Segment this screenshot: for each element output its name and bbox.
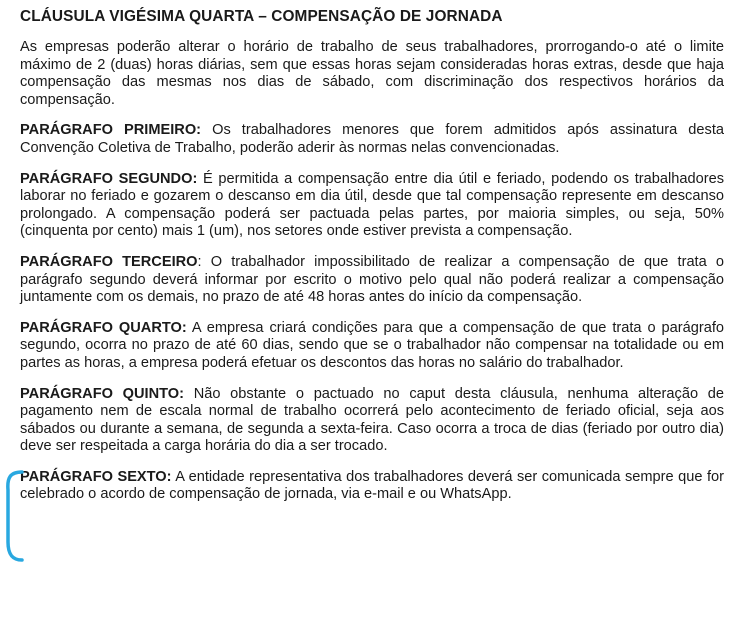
paragraph-terceiro (20, 254, 724, 307)
paragraph-text: Os trabalhadores menores que forem admitidos após assinatura desta Convenção Coletiva de Trabalho, poderão aderir às normas nelas convencionadas. (20, 122, 724, 156)
paragraph-segundo (20, 171, 724, 241)
paragraph-heading: PARÁGRAFO SEXTO: (20, 468, 172, 485)
clause-title: CLÁUSULA VIGÉSIMA QUARTA – COMPENSAÇÃO DE JORNADA (20, 8, 503, 25)
intro-paragraph: As empresas poderão alterar o horário de trabalho de seus trabalhadores, prorrogando-o até o limite máximo de 2 (duas) horas diárias, sem que essas horas sejam consideradas horas extras, desde que haja compensação das mesmas nos dias de sábado, com discriminação dos respectivos horários da compensação. (20, 39, 724, 108)
paragraph-primeiro (20, 122, 724, 157)
paragraph-heading: PARÁGRAFO QUINTO: (20, 385, 185, 402)
paragraph-heading: PARÁGRAFO SEGUNDO: (20, 170, 198, 187)
paragraph-heading: PARÁGRAFO PRIMEIRO: (20, 122, 202, 139)
paragraph-heading: PARÁGRAFO QUARTO: (20, 319, 187, 336)
paragraph-text: A entidade representativa dos trabalhadores deverá ser comunicada sempre que for celebrado o acordo de compensação de jornada, via e-mail e ou WhatsApp. (20, 468, 724, 503)
paragraph-text: A empresa criará condições para que a compensação de que trata o parágrafo segundo, ocorra no prazo de até 60 dias, sendo que se o trabalhador não compensar na totalidade ou em partes as horas, a empresa poderá efetuar os descontos das horas no salário do trabalhador. (20, 319, 724, 371)
paragraph-quarto (20, 320, 724, 373)
document-page (20, 8, 724, 517)
paragraph-quinto (20, 386, 724, 456)
paragraph-heading: PARÁGRAFO TERCEIRO (20, 253, 198, 270)
paragraph-text: Não obstante o pactuado no caput desta cláusula, nenhuma alteração de pagamento nem de escala normal de trabalho ocorrerá pelo acontecimento de feriado oficial, seja aos sábados ou durante a semana, de segunda a sexta-feira. Caso ocorra a troca de dias (feriado por outro dia) deve ser respeitada a carga horária do dia a ser trocado. (20, 385, 724, 455)
paragraph-text: : O trabalhador impossibilitado de realizar a compensação de que trata o parágrafo segundo deverá informar por escrito o motivo pelo qual não poderá realizar a compensação juntamente com os demais, no prazo de até 48 horas antes do início da compensação. (20, 253, 724, 306)
highlight-bracket-annotation (2, 468, 24, 564)
paragraph-text: É permitida a compensação entre dia útil e feriado, podendo os trabalhadores laborar no feriado e gozarem o descanso em dia útil, desde que tal compensação represente em descanso prolongado. A compensação poderá ser pactuada pelas partes, por maioria simples, ou seja, 50% (cinquenta por cento) mais 1 (um), nos setores onde estiver prevista a compensação. (20, 170, 724, 240)
paragraph-sexto (20, 469, 724, 504)
